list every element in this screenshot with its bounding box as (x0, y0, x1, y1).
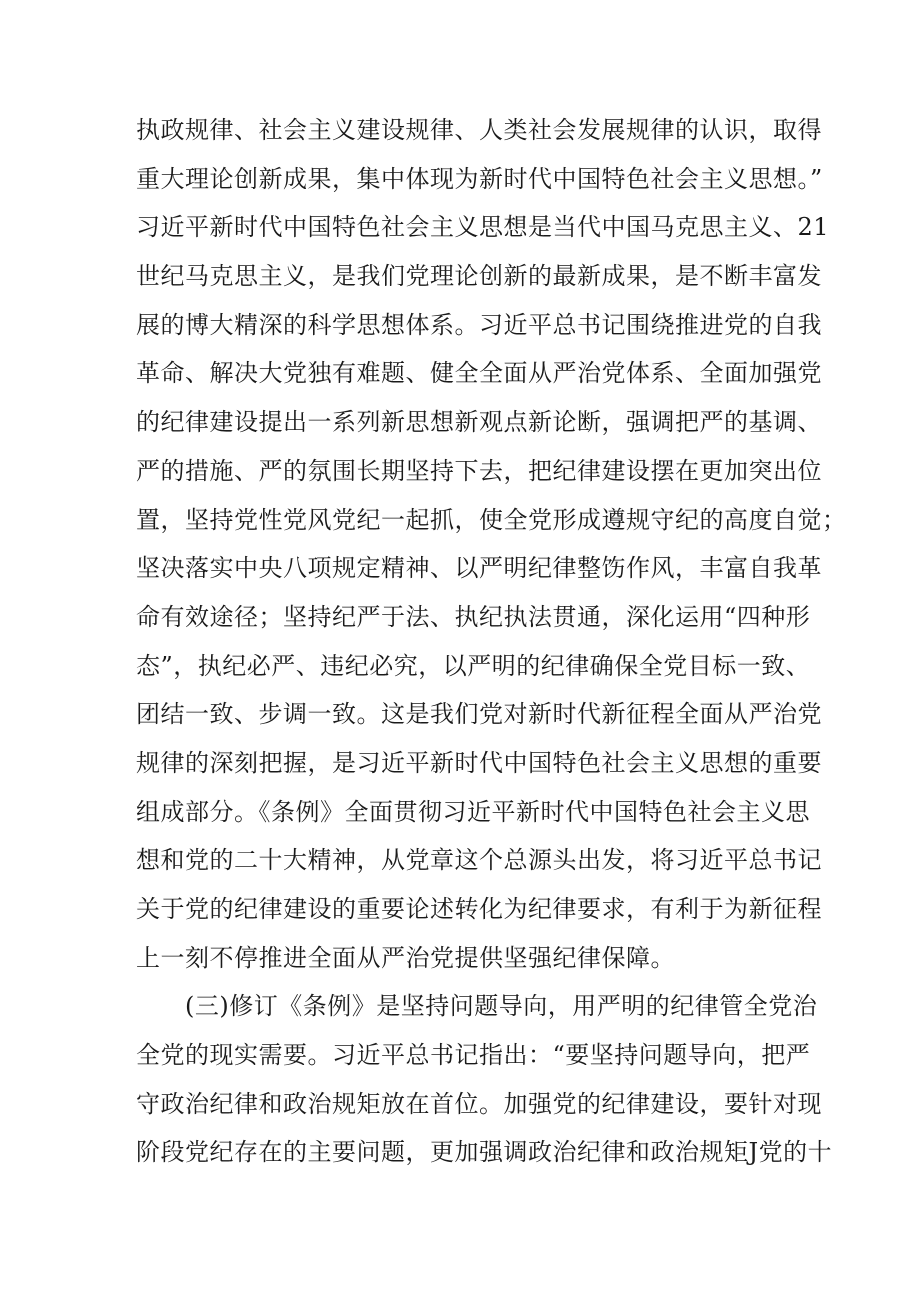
text-line: 守政治纪律和政治规矩放在首位。加强党的纪律建设，要针对现 (136, 1089, 822, 1118)
text-line: 展的博大精深的科学思想体系。习近平总书记围绕推进党的自我 (136, 310, 822, 339)
text-line: 执政规律、社会主义建设规律、人类社会发展规律的认识，取得 (136, 116, 822, 144)
text-line: 团结一致、步调一致。这是我们党对新时代新征程全面从严治党 (136, 700, 822, 729)
text-line: 关于党的纪律建设的重要论述转化为纪律要求，有利于为新征程 (136, 895, 822, 923)
text-line: 规律的深刻把握，是习近平新时代中国特色社会主义思想的重要 (136, 748, 822, 777)
text-line: 组成部分。《条例》全面贯彻习近平新时代中国特色社会主义思 (136, 797, 810, 826)
text-line: 坚决落实中央八项规定精神、以严明纪律整饬作风，丰富自我革 (136, 554, 822, 583)
text-line: 阶段党纪存在的主要问题，更加强调政治纪律和政治规矩J党的十 (136, 1138, 833, 1167)
text-line: 革命、解决大党独有难题、健全全面从严治党体系、全面加强党 (136, 359, 822, 388)
text-line: 想和党的二十大精神，从党章这个总源头出发，将习近平总书记 (136, 846, 822, 875)
text-line: 重大理论创新成果，集中体现为新时代中国特色社会主义思想。” (136, 164, 823, 193)
text-line: 世纪马克思主义，是我们党理论创新的最新成果，是不断丰富发 (136, 262, 822, 291)
text-line: 习近平新时代中国特色社会主义思想是当代中国马克思主义、21 (136, 213, 830, 242)
paragraph-start-line: (三)修订《条例》是坚持问题导向，用严明的纪律管全党治 (185, 992, 818, 1021)
text-line: 态”，执纪必严、违纪必究，以严明的纪律确保全党目标一致、 (136, 651, 811, 680)
body-text (136, 106, 847, 1177)
text-line: 命有效途径；坚持纪严于法、执纪执法贯通，深化运用“四种形 (136, 602, 811, 631)
text-line: 的纪律建设提出一系列新思想新观点新论断，强调把严的基调、 (136, 408, 822, 437)
text-line: 全党的现实需要。习近平总书记指出：“要坚持问题导向，把严 (136, 1041, 811, 1070)
text-line: 严的措施、严的氛围长期坚持下去，把纪律建设摆在更加突出位 (136, 456, 822, 485)
paragraph-end-line: 上一刻不停推进全面从严治党提供坚强纪律保障。 (136, 943, 675, 972)
text-line: 置，坚持党性党风党纪一起抓，使全党形成遵规守纪的高度自觉； (136, 505, 847, 534)
